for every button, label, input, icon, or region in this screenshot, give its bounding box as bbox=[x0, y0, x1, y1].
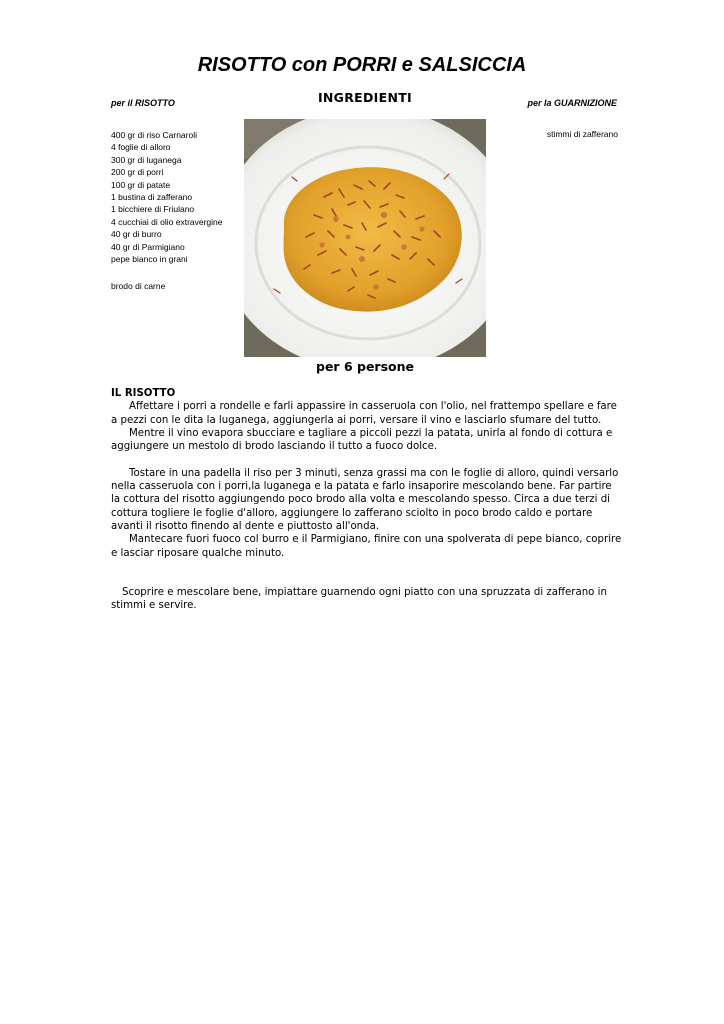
servings-label: per 6 persone bbox=[316, 359, 414, 374]
ingredient-item: 200 gr di porri bbox=[111, 167, 164, 178]
ingredient-item: 1 bustina di zafferano bbox=[111, 192, 193, 203]
final-step: Scoprire e mescolare bene, impiattare guarnendo ogni piatto con una spruzzata di zafferano in stimmi e servire. bbox=[111, 587, 607, 612]
garnish-column-heading: per la GUARNIZIONE bbox=[527, 98, 617, 108]
method-heading: IL RISOTTO bbox=[111, 388, 176, 399]
ingredient-item: 400 gr di riso Carnaroli bbox=[111, 130, 197, 140]
ingredient-item: 1 bicchiere di Friulano bbox=[111, 204, 195, 215]
method-paragraph: Mantecare fuori fuoco col burro e il Parmigiano, finire con una spolverata di pepe bianco, coprire e lasciar riposare qualche minuto. bbox=[111, 534, 622, 559]
recipe-title: RISOTTO con PORRI e SALSICCIA bbox=[197, 54, 527, 76]
garnish-ingredient: stimmi di zafferano bbox=[546, 129, 618, 139]
method-paragraph: Tostare in una padella il riso per 3 minuti, senza grassi ma con le foglie di alloro, quindi versarlo nella casseruola con i porri,la luganega e la patata e farlo insaporire mescolando bene. Far partire la cottura del risotto aggiungendo poco brodo alla volta e mescolando spesso. Circa a due terzi di cottura togliere le foglie d'alloro, aggiungere lo zafferano sciolto in poco brodo caldo e portare avanti il risotto finendo al dente e piuttosto all'onda. bbox=[111, 467, 619, 532]
ingredient-item: 4 cucchiai di olio extravergine bbox=[111, 216, 223, 227]
ingredient-item: 300 gr di luganega bbox=[111, 154, 182, 165]
ingredient-item: pepe bianco in grani bbox=[111, 254, 188, 265]
ingredient-item: 40 gr di burro bbox=[111, 229, 162, 240]
method-section bbox=[111, 387, 623, 560]
ingredients-heading: INGREDIENTI bbox=[317, 90, 413, 105]
risotto-column-heading: per il RISOTTO bbox=[111, 98, 175, 108]
method-paragraph: Mentre il vino evapora sbucciare e tagliare a piccoli pezzi la patata, unirla al fondo di cottura e aggiungere un mestolo di brodo lasciando il tutto a fuoco dolce. bbox=[111, 427, 613, 453]
ingredient-item: 100 gr di patate bbox=[111, 179, 171, 190]
ingredient-item: 40 gr di Parmigiano bbox=[111, 241, 185, 252]
risotto-photo bbox=[244, 119, 486, 357]
risotto-ingredient-list bbox=[111, 129, 223, 265]
ingredient-item: 4 foglie di alloro bbox=[111, 142, 171, 153]
method-paragraph: Affettare i porri a rondelle e farli appassire in casseruola con l'olio, nel frattempo spellare e fare a pezzi con le dita la luganega, aggiungerla ai porri, versare il vino e lasciarlo sfumare del tutto. bbox=[111, 401, 617, 426]
broth-ingredient: brodo di carne bbox=[111, 281, 166, 291]
